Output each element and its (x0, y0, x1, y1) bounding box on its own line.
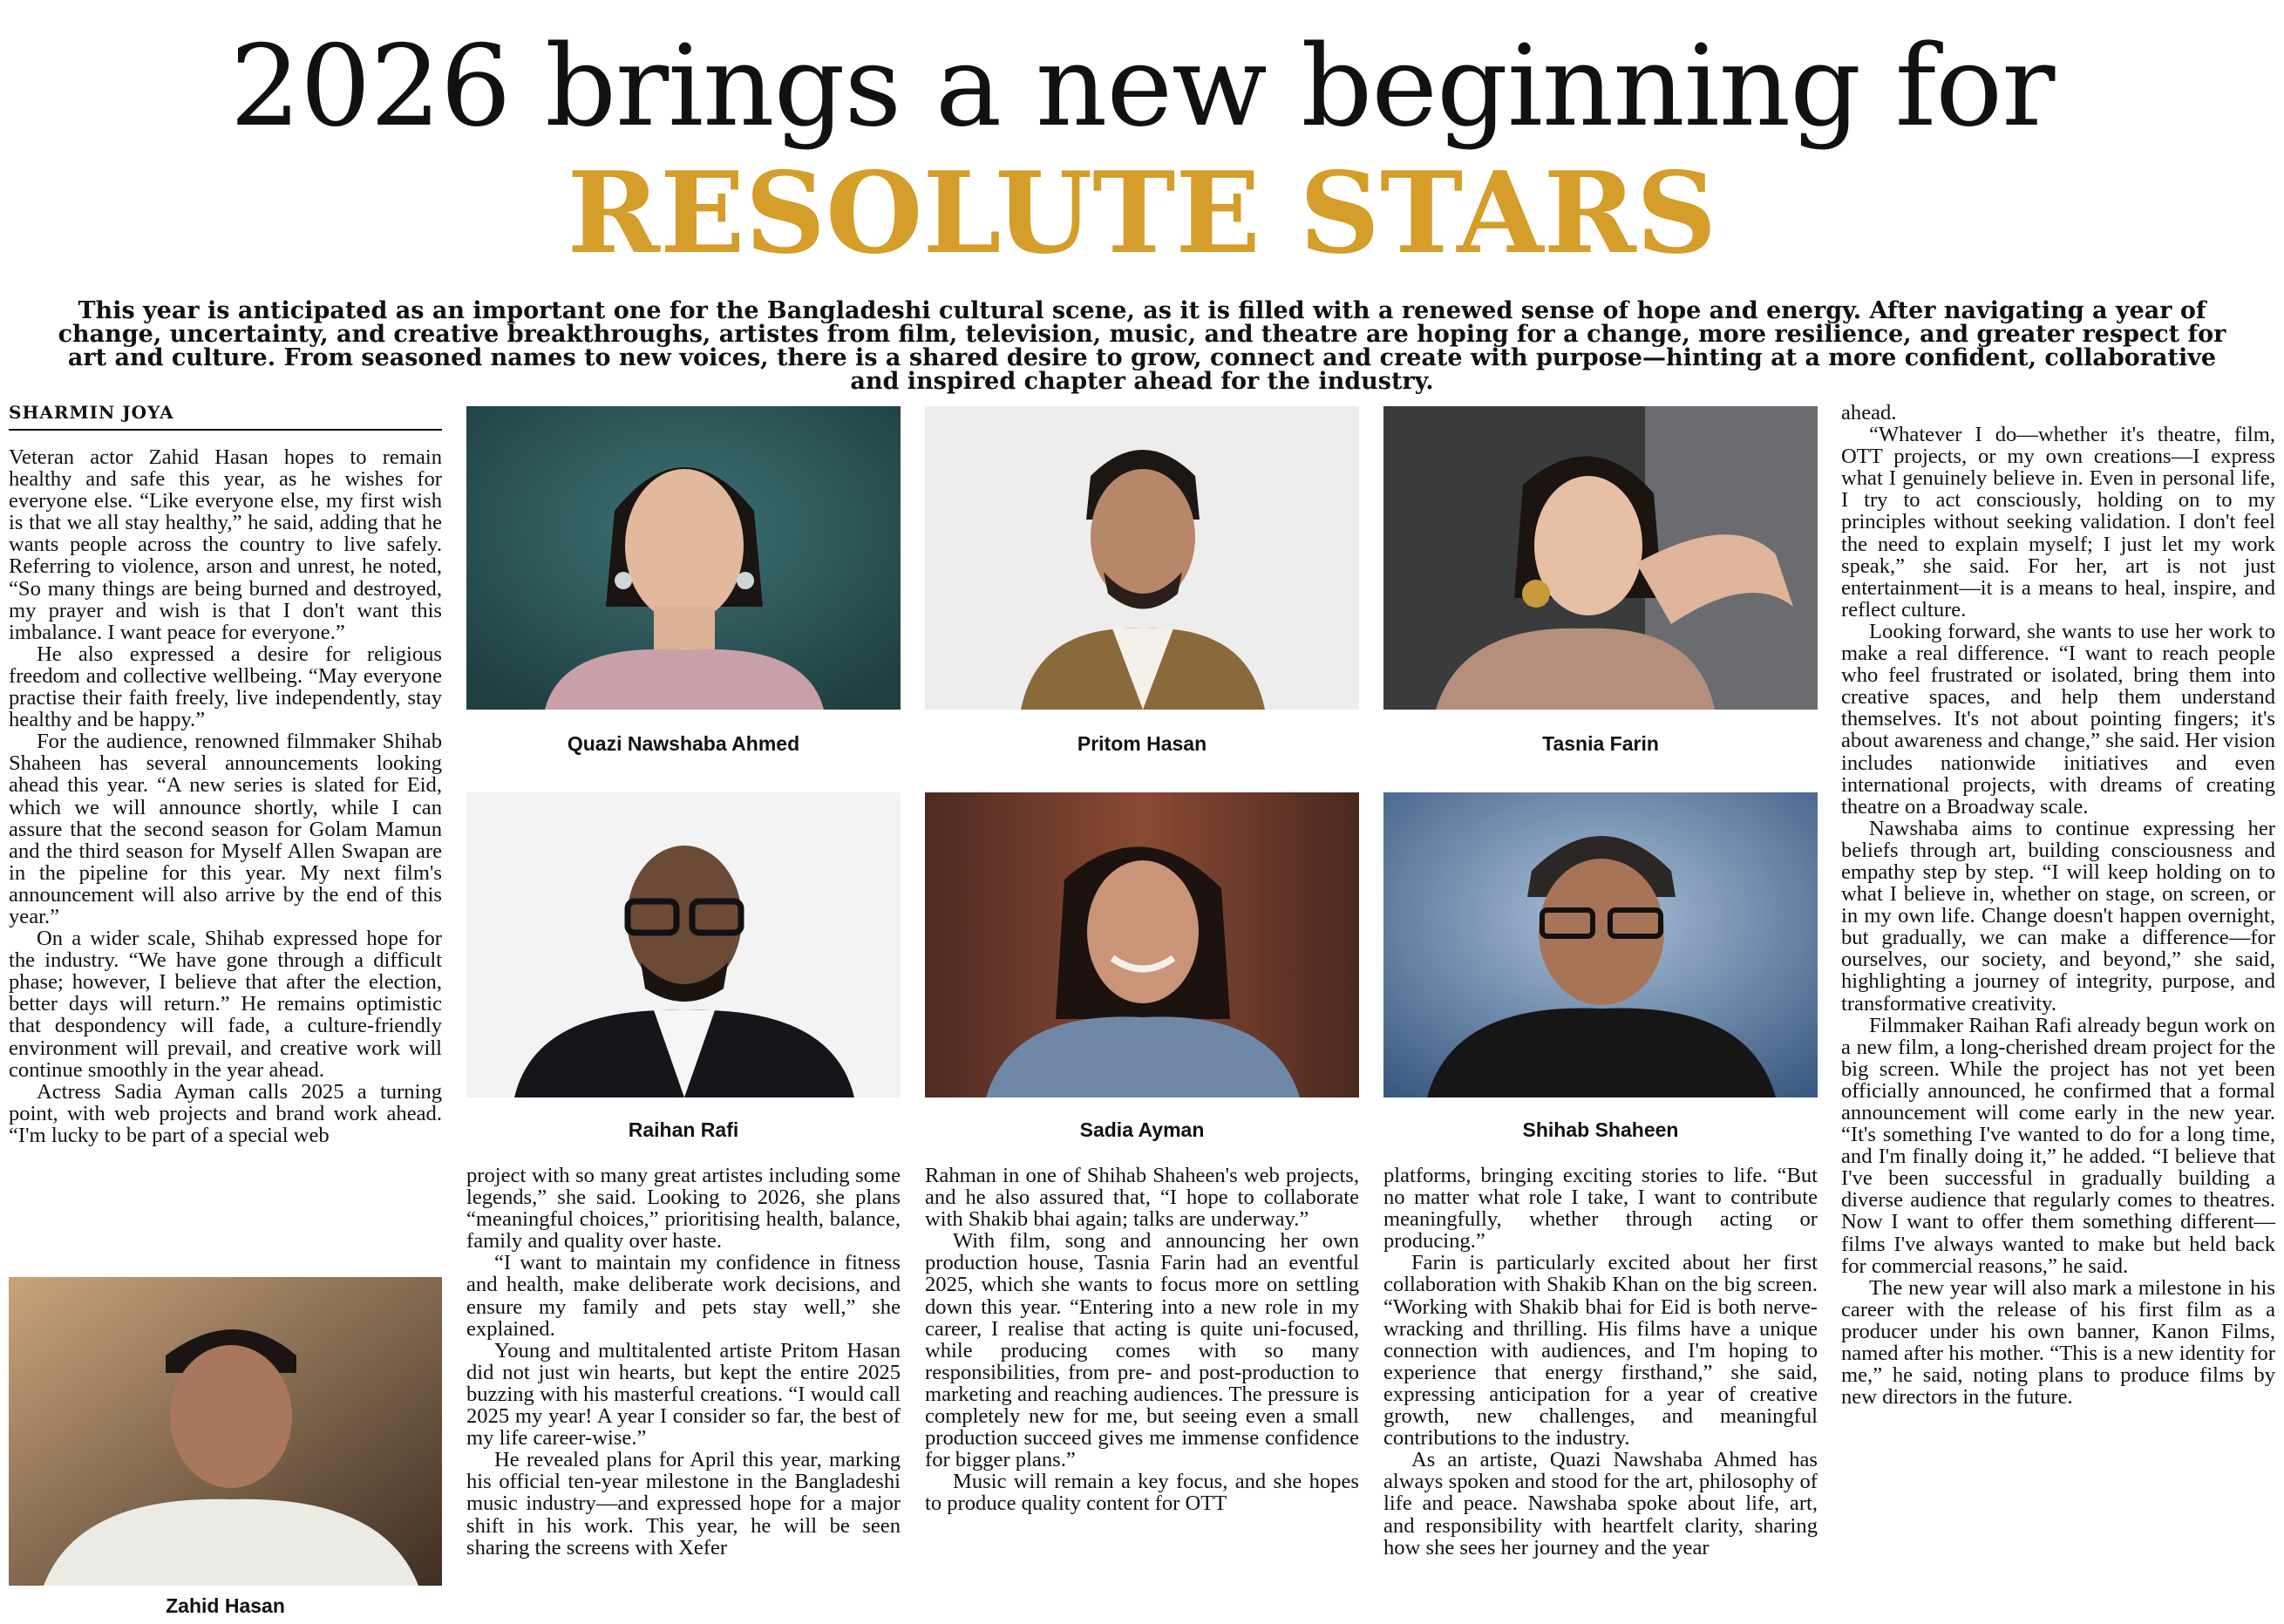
caption-quazi-nawshaba-ahmed: Quazi Nawshaba Ahmed (567, 732, 800, 755)
paragraph: Veteran actor Zahid Hasan hopes to remain healthy and safe this year, as he wishes for everyone else. “Like everyone else, my first wish is that we all stay healthy,” he said, adding that he wants people across the country to live safely. Referring to violence, arson and unrest, he noted, “So many things are being burned and destroyed, my prayer and wish is that I don't want this imbalance. I want peace for everyone.” (9, 445, 442, 644)
paragraph: platforms, bringing exciting stories to life. “But no matter what role I take, I want to contribute meaningfully, whether through acting or producing.” (1383, 1164, 1818, 1254)
photo-raihan-rafi (466, 792, 901, 1097)
paragraph: ahead. (1841, 401, 1897, 425)
caption-shihab-shaheen: Shihab Shaheen (1522, 1118, 1679, 1141)
paragraph: Music will remain a key focus, and she hopes to produce quality content for OTT (925, 1470, 1359, 1516)
photo-zahid-hasan (9, 1277, 442, 1586)
paragraph: For the audience, renowned filmmaker Shihab Shaheen has several announcements looking ahead this year. “A new series is slated for Eid, which we will announce shortly, while I can assure that the second season for Golam Mamun and the third season for Myself Allen Swapan are in the pipeline for this year. My next film's announcement will also arrive by the end of this year.” (9, 730, 442, 928)
photo-pritom-hasan (925, 406, 1359, 710)
paragraph: “Whatever I do—whether it's theatre, film, OTT projects, or my own creations—I express what I genuinely believe in. Even in personal life, I try to act consciously, holding on to my principles without seeking validation. I don't feel the need to explain myself; I just let my work speak,” she said. For her, art is not just entertainment—it is a means to heal, inspire, and reflect culture. (1841, 423, 2275, 622)
caption-raihan-rafi: Raihan Rafi (628, 1118, 739, 1141)
standfirst: This year is anticipated as an important one for the Bangladeshi cultural scene, as it is filled with a renewed sense of hope and energy. After navigating a year of change, uncertainty, and creative breakthroughs, artistes from film, television, music, and theatre are hoping for a change, more resilience, and greater respect for art and culture. From seasoned names to new voices, there is a shared desire to grow, connect and create with purpose—hinting at a more confident, collaborative and inspired chapter ahead for the industry. (58, 297, 2226, 395)
paragraph: Nawshaba aims to continue expressing her beliefs through art, building consciousness and empathy step by step. “I will keep holding on to what I believe in, whether on stage, on screen, or in my own life. Change doesn't happen overnight, but gradually, we can make a difference—for ourselves, our society, and beyond,” she said, highlighting a journey of integrity, purpose, and transformative creativity. (1841, 816, 2275, 1016)
photo-tasnia-farin (1383, 406, 1818, 710)
paragraph: With film, song and announcing her own production house, Tasnia Farin had an eventful 2025, which she wants to focus more on settling down this year. “Entering into a new role in my career, I realise that acting is quite uni-focused, while producing comes with so many responsibilities, from pre- and post-production to marketing and reaching audiences. The pressure is completely new for me, but seeing even a small production succeed gives me immense confidence for bigger plans.” (925, 1229, 1359, 1472)
headline-line-2: RESOLUTE STARS (567, 148, 1717, 279)
caption-zahid-hasan: Zahid Hasan (166, 1594, 285, 1617)
paragraph: Filmmaker Raihan Rafi already begun work on a new film, a long-cherished dream project for the big screen. While the project has not yet been officially announced, he confirmed that a formal announcement will come early in the new year. “It's something I've wanted to do for a long time, and I'm finally doing it,” he added. “I believe that I've been successful in gradually building a diverse audience that regularly comes to theatres. Now I want to offer them something different—films I've always wanted to make but held back for commercial reasons,” he said. (1841, 1013, 2275, 1278)
paragraph: “I want to maintain my confidence in fitness and health, make deliberate work decisions, and ensure my family and pets stay well,” she explained. (466, 1251, 901, 1341)
paragraph: On a wider scale, Shihab expressed hope for the industry. “We have gone through a difficult phase; however, I believe that after the election, better days will return.” He remains optimistic that despondency will fade, a culture-friendly environment will prevail, and creative work will continue smoothly in the year ahead. (9, 927, 442, 1082)
caption-sadia-ayman: Sadia Ayman (1079, 1118, 1205, 1141)
caption-tasnia-farin: Tasnia Farin (1542, 732, 1659, 755)
byline-rule (9, 429, 442, 431)
photo-quazi-nawshaba-ahmed (466, 406, 901, 710)
paragraph: Looking forward, she wants to use her work to make a real difference. “I want to reach people who feel frustrated or isolated, bring them into creative spaces, and help them understand themselves. It's not about pointing fingers; it's about awareness and change,” she said. Her vision includes nationwide initiatives and even international projects, with dreams of creating theatre on a Broadway scale. (1841, 619, 2275, 819)
article-column-4 (1383, 1165, 1818, 1559)
photo-shihab-shaheen (1383, 792, 1818, 1097)
paragraph: Young and multitalented artiste Pritom Hasan did not just win hearts, but kept the entire 2025 buzzing with his masterful creations. “I would call 2025 my year! A year I consider so far, the best of my life career-wise.” (466, 1338, 901, 1451)
byline: SHARMIN JOYA (9, 402, 174, 423)
photo-sadia-ayman (925, 792, 1359, 1097)
paragraph: As an artiste, Quazi Nawshaba Ahmed has always spoken and stood for the art, philosophy of life and peace. Nawshaba spoke about life, art, and responsibility with heartfelt clarity, sharing how she sees her journey and the year (1383, 1448, 1818, 1559)
article-column-2 (466, 1165, 901, 1559)
article-column-1 (9, 446, 442, 1146)
paragraph: project with so many great artistes including some legends,” she said. Looking to 2026, she plans “meaningful choices,” prioritising health, balance, family and quality over haste. (466, 1164, 901, 1254)
paragraph: Actress Sadia Ayman calls 2025 a turning point, with web projects and brand work ahead. “I'm lucky to be part of a special web (9, 1079, 442, 1147)
paragraph: Rahman in one of Shihab Shaheen's web projects, and he also assured that, “I hope to collaborate with Shakib bhai again; talks are underway.” (925, 1164, 1359, 1232)
paragraph: Farin is particularly excited about her first collaboration with Shakib Khan on the big screen. “Working with Shakib bhai for Eid is both nerve-wracking and thrilling. His films have a unique connection with audiences, and I'm hoping to experience that energy firsthand,” she said, expressing anticipation for a year of creative growth, new challenges, and meaningful contributions to the industry. (1383, 1251, 1818, 1451)
article-column-3 (925, 1165, 1359, 1515)
article-column-5 (1841, 402, 2275, 1408)
headline-line-1: 2026 brings a new beginning for (229, 22, 2055, 152)
caption-pritom-hasan: Pritom Hasan (1077, 732, 1207, 755)
paragraph: He also expressed a desire for religious freedom and collective wellbeing. “May everyone practise their faith freely, live independently, stay healthy and be happy.” (9, 642, 442, 732)
paragraph: He revealed plans for April this year, marking his official ten-year milestone in the Bangladeshi music industry—and expressed hope for a major shift in his work. This year, he will be seen sharing the screens with Xefer (466, 1448, 901, 1559)
paragraph: The new year will also mark a milestone in his career with the release of his first film as a producer under his own banner, Kanon Films, named after his mother. “This is a new identity for me,” he said, noting plans to produce films by new directors in the future. (1841, 1275, 2275, 1410)
